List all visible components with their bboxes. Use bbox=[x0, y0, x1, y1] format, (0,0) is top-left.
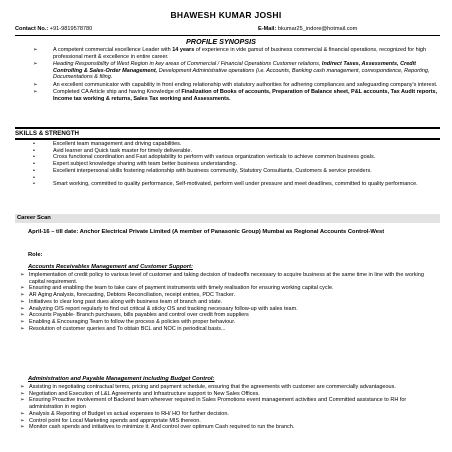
skill-bullet bbox=[15, 175, 440, 182]
ar-bullet-list bbox=[20, 272, 440, 332]
diamond-arrow-bullet-icon: ➢ bbox=[20, 424, 25, 431]
arrow-bullet-icon: ➢ bbox=[33, 81, 38, 88]
skills-bottom-divider bbox=[15, 138, 440, 140]
profile-bullet-list bbox=[15, 47, 440, 103]
email-line bbox=[258, 26, 357, 32]
diamond-arrow-bullet-icon: ➢ bbox=[20, 397, 25, 404]
diamond-arrow-bullet-icon: ➢ bbox=[20, 410, 25, 417]
round-bullet-icon: • bbox=[33, 167, 35, 174]
round-bullet-icon: • bbox=[33, 141, 35, 147]
profile-bullet-text: A competent commercial excellence Leader with bbox=[53, 47, 173, 53]
contact-line bbox=[15, 26, 92, 32]
diamond-arrow-bullet-icon: ➢ bbox=[20, 305, 25, 312]
career-scan-band: Career Scan bbox=[15, 214, 440, 223]
career-period: April-16 – till date: bbox=[28, 229, 80, 235]
role-bullet-text: AR Aging Analysis, forecasting, Debtors Reconciliation, receipt entries, PDC Tracker. bbox=[29, 292, 236, 299]
profile-bullet bbox=[15, 82, 440, 89]
role-bullet bbox=[20, 312, 440, 319]
role-bullet-text: Control point for Local Marketing spends and appropriate MIS thereon. bbox=[29, 417, 201, 424]
role-bullet bbox=[20, 418, 440, 425]
diamond-arrow-bullet-icon: ➢ bbox=[20, 292, 25, 299]
admin-bullet-list bbox=[20, 384, 440, 431]
skills-bullet-list bbox=[15, 141, 440, 188]
profile-bullet bbox=[15, 89, 440, 102]
round-bullet-icon: • bbox=[33, 161, 35, 168]
profile-bullet bbox=[15, 47, 440, 60]
role-bullet-text: Resolution of customer queries and To obtain BCL and NOC in periodical basis... bbox=[29, 325, 226, 332]
diamond-arrow-bullet-icon: ➢ bbox=[20, 384, 25, 390]
profile-bullet-text: An excellent communicator with capability in front ending relationship with statutory authorities for adhering compliances and safeguarding company's interest. bbox=[53, 81, 438, 88]
email-address: bkumar25_indore@hotmail.com bbox=[276, 26, 358, 32]
role-bullet-text: Implementation of credit policy to various level of customer and taking decision of tradeoffs necessary to acquire business at the same time in line with the working capital requirement. bbox=[29, 272, 424, 285]
profile-bullet-text: Indirect Taxes, Assessments, Credit Controlling & Sales-Order Management, bbox=[53, 61, 416, 74]
diamond-arrow-bullet-icon: ➢ bbox=[20, 312, 25, 319]
role-bullet-text: Accounts Payable- Branch purchases, bills payables and control over credit from suppliers bbox=[29, 312, 249, 319]
skill-bullet-text: Avid learner and Quick task master for timely deliverable. bbox=[53, 147, 192, 154]
skill-bullet bbox=[15, 181, 440, 188]
skills-top-divider bbox=[15, 127, 440, 129]
arrow-bullet-icon: ➢ bbox=[33, 89, 38, 95]
company-line bbox=[28, 229, 428, 236]
role-bullet-text: Initiatives to clear long past dues along with business team of branch and state. bbox=[29, 298, 223, 305]
role-bullet bbox=[20, 285, 440, 292]
candidate-name: BHAWESH KUMAR JOSHI bbox=[170, 10, 282, 20]
ar-section-heading: Accounts Receivables Management and Customer Support: bbox=[28, 264, 193, 270]
diamond-arrow-bullet-icon: ➢ bbox=[20, 390, 25, 397]
skill-bullet bbox=[15, 141, 440, 148]
admin-section-heading: Administration and Payable Management including Budget Control: bbox=[28, 376, 215, 382]
diamond-arrow-bullet-icon: ➢ bbox=[20, 298, 25, 305]
diamond-arrow-bullet-icon: ➢ bbox=[20, 272, 25, 278]
skill-bullet bbox=[15, 148, 440, 155]
profile-bullet-text: Heading Responsibility of West Region in key areas of Commercial / Financial Operations Customer relations, bbox=[53, 61, 322, 67]
profile-section-title: PROFILE SYNOPSIS bbox=[186, 37, 256, 46]
role-bullet bbox=[20, 299, 440, 306]
company-name: Anchor Electrical Private Limited (A member of Panasonic Group) Mumbai as Regional Accounts Control-West bbox=[79, 229, 385, 235]
header-divider bbox=[15, 35, 440, 36]
role-bullet-text: Analyzing O/S report regularly to find out critical & sticky OS and tracking necessary follow-up with sales team. bbox=[29, 305, 298, 312]
contact-label: Contact No.: bbox=[15, 26, 49, 32]
skill-bullet bbox=[15, 161, 440, 168]
profile-bullet-text: Completed CA Article ship and having Knowledge of bbox=[53, 89, 182, 95]
diamond-arrow-bullet-icon: ➢ bbox=[20, 285, 25, 292]
role-bullet bbox=[20, 326, 440, 333]
skill-bullet bbox=[15, 168, 440, 175]
role-bullet bbox=[20, 411, 440, 418]
skill-bullet-text: Smart working, committed to quality performance, Self-motivated, perform well under pressure and meet deadlines, committed to quality performance. bbox=[53, 181, 418, 188]
profile-bullet-text: Development Administrative operations (i.e. Accounts, Banking cash management, correspondence, Reporting, Documentations & filing. bbox=[53, 67, 430, 81]
role-bullet-text: Ensuring Proactive involvement of Backend team wherever required in Sales Promotions event management activities and Committed assistance to RH for administration in region bbox=[29, 397, 407, 411]
round-bullet-icon: • bbox=[33, 181, 35, 188]
role-bullet bbox=[20, 384, 440, 391]
skill-bullet-text: Expert subject knowledge sharing with team better business understanding. bbox=[53, 161, 238, 168]
role-bullet bbox=[20, 319, 440, 326]
role-bullet bbox=[20, 272, 440, 285]
role-bullet bbox=[20, 306, 440, 313]
profile-bullet-text: of experience in vide gamut of business commercial & financial operations, recognized for high professional merit & excellence in entire career. bbox=[53, 47, 427, 60]
role-bullet-text: Analysis & Reporting of Budget vs actual expenses to RH/ HO for further decision. bbox=[29, 410, 229, 417]
role-bullet-text: Ensuring and enabling the team to take care of payment instruments with timely realisation for ensuring working capital cycle. bbox=[29, 285, 334, 292]
skill-bullet bbox=[15, 154, 440, 161]
role-bullet bbox=[20, 391, 440, 398]
role-bullet-text: Enabling & Encouraging Team to follow the process & policies with proper behaviour. bbox=[29, 318, 236, 325]
role-bullet bbox=[20, 397, 440, 410]
role-bullet bbox=[20, 424, 440, 431]
diamond-arrow-bullet-icon: ➢ bbox=[20, 417, 25, 424]
diamond-arrow-bullet-icon: ➢ bbox=[20, 325, 25, 332]
arrow-bullet-icon: ➢ bbox=[33, 47, 38, 53]
profile-bullet-text: Finalization of Books of accounts, Preparation of Balance sheet, P&L accounts, Tax Audit reports, Income tax working & returns, Sales Tax working and Assessments. bbox=[53, 89, 438, 102]
skill-bullet-text: Excellent team management and driving capabilities. bbox=[53, 141, 182, 147]
contact-number: +91-9819578780 bbox=[48, 26, 93, 32]
role-bullet-text: Monitor cash spends and initiatives to minimize it. And control over optimum Cash required to run the branch. bbox=[29, 424, 295, 431]
email-label: E-Mail: bbox=[258, 26, 277, 32]
skill-bullet-text: Excellent interpersonal skills fostering relationship with business community, Statutory Consultants, Customers & service providers. bbox=[53, 167, 372, 174]
skills-section-title: SKILLS & STRENGTH bbox=[15, 130, 79, 137]
profile-bullet bbox=[15, 61, 440, 81]
round-bullet-icon: • bbox=[33, 154, 35, 161]
round-bullet-icon: • bbox=[33, 174, 35, 181]
role-bullet-text: Negotiation and Execution of L&L Agreements and Infrastructure support to New Sales Offices. bbox=[29, 390, 260, 397]
role-bullet bbox=[20, 292, 440, 299]
round-bullet-icon: • bbox=[33, 147, 35, 154]
diamond-arrow-bullet-icon: ➢ bbox=[20, 318, 25, 325]
arrow-bullet-icon: ➢ bbox=[33, 61, 38, 67]
role-label: Role: bbox=[28, 252, 43, 258]
role-bullet-text: Assisting in negotiating contractual terms, pricing and payment schedule, ensuring that the agreements with customer are commercially advantageous. bbox=[29, 384, 396, 390]
profile-bullet-text: 14 years bbox=[172, 47, 195, 53]
skill-bullet-text: Cross functional coordination and Fast adoptability to perform with various organization verticals to achieve common business goals. bbox=[53, 154, 376, 161]
